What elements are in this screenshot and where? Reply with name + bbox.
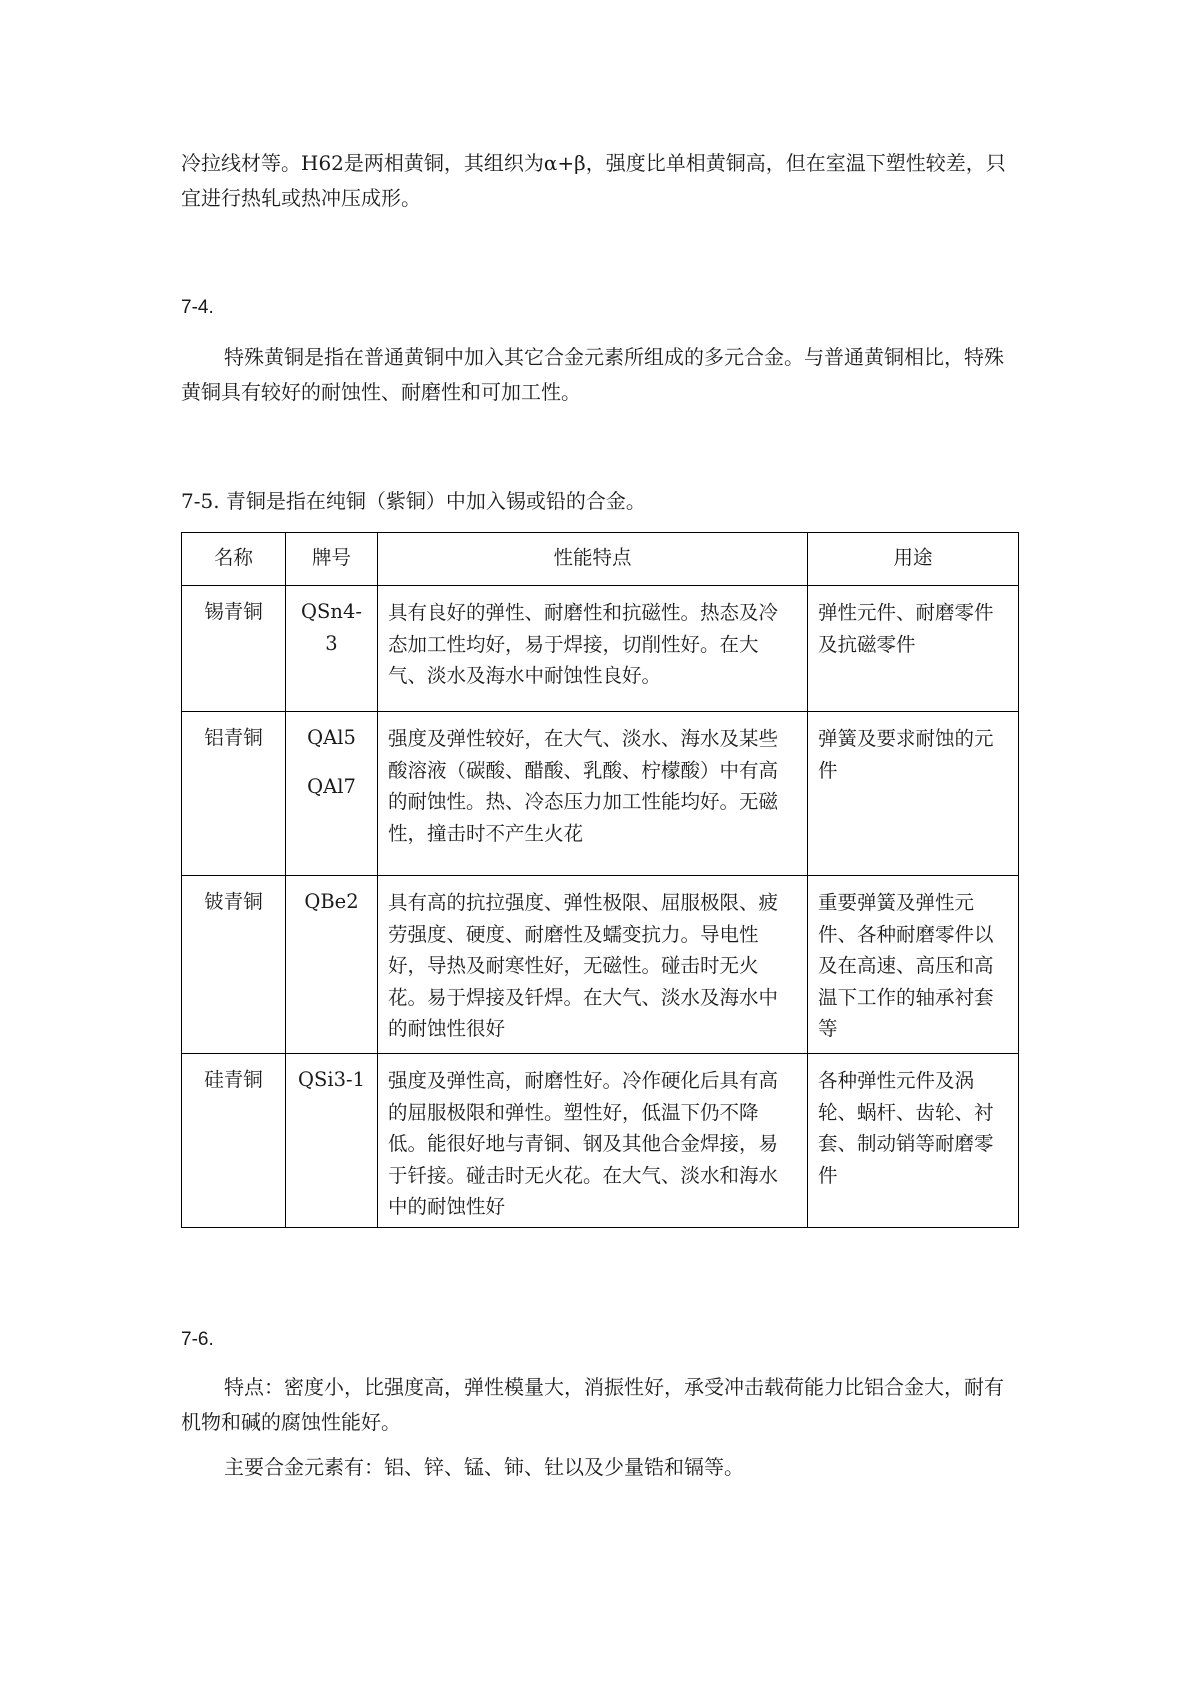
cell-grade [286, 1054, 378, 1228]
section-7-4-heading: 7-4. [181, 297, 214, 318]
cell-grade [286, 712, 378, 876]
cell-name: 硅青铜 [182, 1054, 286, 1228]
cell-uses: 各种弹性元件及涡轮、蜗杆、齿轮、衬套、制动销等耐磨零件 [808, 1054, 1019, 1228]
cell-uses: 弹簧及要求耐蚀的元件 [808, 712, 1019, 876]
grade-code: QAl5 [307, 726, 356, 749]
cell-uses: 重要弹簧及弹性元件、各种耐磨零件以及在高速、高压和高温下工作的轴承衬套等 [808, 876, 1019, 1054]
intro-paragraph: 冷拉线材等。H62是两相黄铜，其组织为α+β，强度比单相黄铜高，但在室温下塑性较差，只宜进行热轧或热冲压成形。 [181, 151, 1006, 210]
cell-name: 铝青铜 [182, 712, 286, 876]
cell-properties: 具有良好的弹性、耐磨性和抗磁性。热态及冷态加工性均好，易于焊接，切削性好。在大气、淡水及海水中耐蚀性良好。 [378, 586, 808, 712]
section-7-5-heading: 7-5. 青铜是指在纯铜（紫铜）中加入锡或铅的合金。 [181, 489, 646, 513]
table-row [182, 1054, 1019, 1228]
cell-uses: 弹性元件、耐磨零件及抗磁零件 [808, 586, 1019, 712]
table-row [182, 586, 1019, 712]
header-uses: 用途 [808, 533, 1019, 586]
section-7-6-paragraph: 主要合金元素有：铝、锌、锰、铈、钍以及少量锆和镉等。 [224, 1455, 744, 1479]
grade-code: QAl7 [307, 774, 356, 798]
cell-properties: 强度及弹性较好，在大气、淡水、海水及某些酸溶液（碳酸、醋酸、乳酸、柠檬酸）中有高的耐蚀性。热、冷态压力加工性能均好。无磁性，撞击时不产生火花 [378, 712, 808, 876]
cell-name: 铍青铜 [182, 876, 286, 1054]
cell-name: 锡青铜 [182, 586, 286, 712]
section-7-6-paragraph: 特点：密度小，比强度高，弹性模量大，消振性好，承受冲击载荷能力比铝合金大，耐有机物和碱的腐蚀性能好。 [181, 1375, 1004, 1434]
table-header-row [182, 533, 1019, 586]
header-name: 名称 [182, 533, 286, 586]
grade-code: QSn4-3 [301, 600, 362, 655]
cell-grade [286, 876, 378, 1054]
cell-properties: 具有高的抗拉强度、弹性极限、屈服极限、疲劳强度、硬度、耐磨性及蠕变抗力。导电性好，导热及耐寒性好，无磁性。碰击时无火花。易于焊接及钎焊。在大气、淡水及海水中的耐蚀性很好 [378, 876, 808, 1054]
cell-grade [286, 586, 378, 712]
table-row [182, 876, 1019, 1054]
section-7-6-heading: 7-6. [181, 1329, 214, 1350]
bronze-table [181, 532, 1019, 1228]
cell-properties: 强度及弹性高，耐磨性好。冷作硬化后具有高的屈服极限和弹性。塑性好，低温下仍不降低。能很好地与青铜、钢及其他合金焊接，易于钎接。碰击时无火花。在大气、淡水和海水中的耐蚀性好 [378, 1054, 808, 1228]
grade-code: QSi3-1 [298, 1068, 365, 1091]
grade-code: QBe2 [304, 890, 359, 913]
header-properties: 性能特点 [378, 533, 808, 586]
table-row [182, 712, 1019, 876]
header-grade: 牌号 [286, 533, 378, 586]
section-7-4-paragraph: 特殊黄铜是指在普通黄铜中加入其它合金元素所组成的多元合金。与普通黄铜相比，特殊黄铜具有较好的耐蚀性、耐磨性和可加工性。 [181, 345, 1004, 404]
